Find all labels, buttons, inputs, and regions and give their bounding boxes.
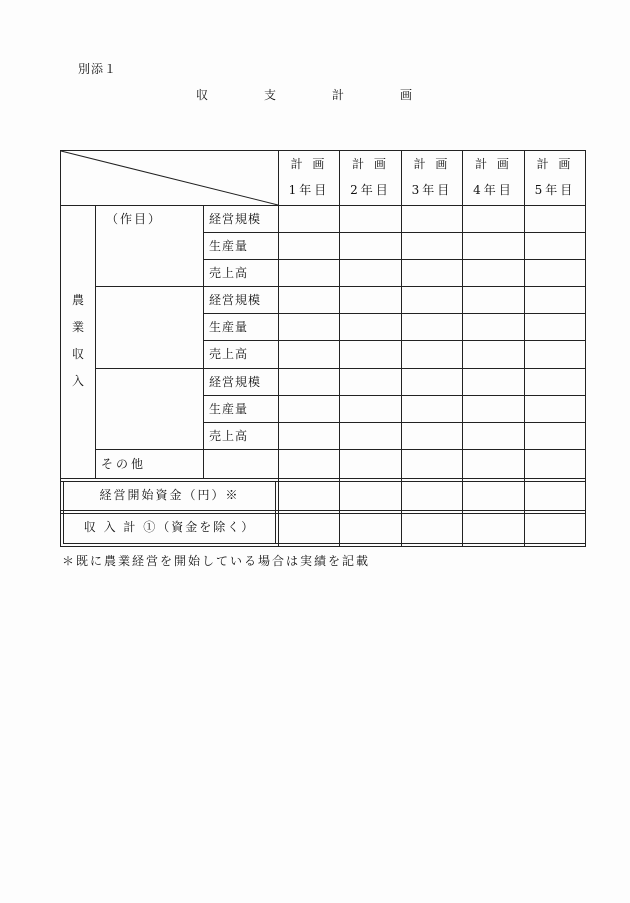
item-label: 生産量 xyxy=(209,320,249,334)
income-total-label: 収 入 計 ①（資金を除く） xyxy=(83,520,256,534)
item-label: 売上高 xyxy=(209,347,249,361)
item-label: 生産量 xyxy=(209,402,249,416)
col-header-4-bottom: 4年目 xyxy=(473,183,514,197)
col-header-3-bottom: 3年目 xyxy=(411,183,453,197)
page-title: 収 支 計 画 xyxy=(195,88,434,102)
income-category-char: 農 xyxy=(71,293,84,307)
start-capital-label: 経営開始資金（円）※ xyxy=(99,488,240,502)
crop-label: （作目） xyxy=(106,212,163,226)
col-header-2-bottom: 2年目 xyxy=(350,183,391,197)
col-header-2-top: 計 画 xyxy=(352,157,389,171)
item-label: 売上高 xyxy=(209,429,249,443)
col-header-4-top: 計 画 xyxy=(475,157,512,171)
header-diagonal xyxy=(61,151,278,205)
col-header-5-bottom: 5年目 xyxy=(534,183,576,197)
item-label: 経営規模 xyxy=(209,212,262,226)
col-header-1-bottom: 1年目 xyxy=(288,183,330,197)
income-category-char: 業 xyxy=(71,320,84,334)
col-header-3-top: 計 画 xyxy=(413,157,451,171)
annex-label: 別添１ xyxy=(78,62,118,76)
item-label: 経営規模 xyxy=(209,375,262,389)
col-header-5-top: 計 画 xyxy=(536,157,574,171)
footnote: ＊既に農業経営を開始している場合は実績を記載 xyxy=(62,554,371,568)
item-label: 生産量 xyxy=(209,239,249,253)
income-category-char: 収 xyxy=(71,347,84,361)
item-label: 経営規模 xyxy=(209,293,262,307)
other-label: その他 xyxy=(101,457,147,471)
col-header-1-top: 計 画 xyxy=(290,157,328,171)
item-label: 売上高 xyxy=(209,266,249,280)
income-category-char: 入 xyxy=(71,374,84,388)
